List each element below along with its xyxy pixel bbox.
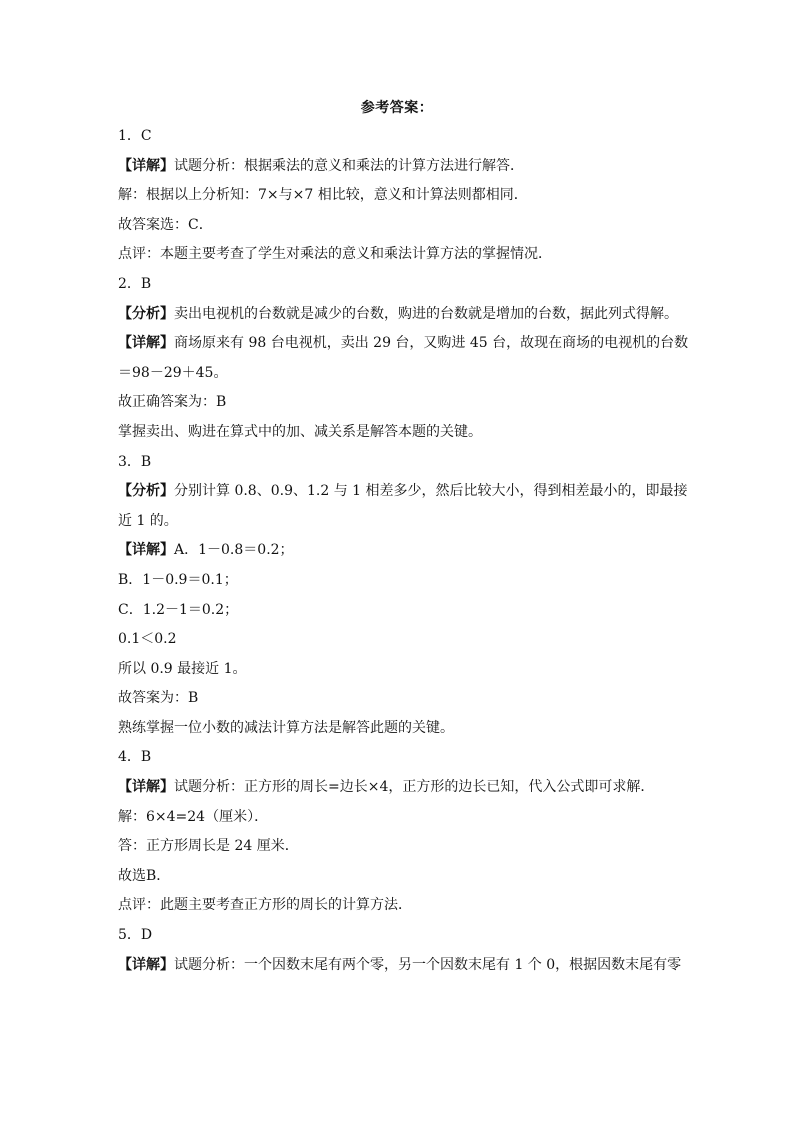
answer-line xyxy=(118,862,680,892)
line-text: 熟练掌握一位小数的减法计算方法是解答此题的关键。 xyxy=(118,719,454,736)
line-text: C．1.2－1＝0.2； xyxy=(118,601,239,618)
line-text: 分别计算 0.8、0.9、1.2 与 1 相差多少，然后比较大小，得到相差最小的，即最接 xyxy=(174,483,688,500)
answer-line xyxy=(118,832,680,862)
answer-line xyxy=(118,300,680,330)
line-text: 卖出电视机的台数就是减少的台数，购进的台数就是增加的台数，据此列式得解。 xyxy=(174,305,678,322)
answer-line xyxy=(118,625,680,655)
answer-line xyxy=(118,951,680,981)
line-text: B．1－0.9＝0.1； xyxy=(118,571,238,588)
line-text: 4．B xyxy=(118,749,152,766)
line-text: 故选B． xyxy=(118,867,171,884)
answer-line xyxy=(118,240,680,270)
answer-line xyxy=(118,329,689,359)
section-tag: 【详解】 xyxy=(118,956,174,973)
answer-line xyxy=(118,743,680,773)
line-text: 近 1 的。 xyxy=(118,512,178,529)
answer-line xyxy=(118,803,680,833)
answer-line xyxy=(118,152,680,182)
answer-line xyxy=(118,477,688,507)
line-text: 3．B xyxy=(118,453,152,470)
answer-line xyxy=(118,596,680,626)
section-tag: 【详解】 xyxy=(118,542,174,559)
line-text: 答：正方形周长是 24 厘米． xyxy=(118,838,299,855)
line-text: 试题分析：根据乘法的意义和乘法的计算方法进行解答． xyxy=(174,157,524,174)
answer-line xyxy=(118,388,680,418)
answer-line xyxy=(118,655,680,685)
line-text: 试题分析：一个因数末尾有两个零，另一个因数末尾有 1 个 0，根据因数末尾有零 xyxy=(174,956,682,973)
answer-line xyxy=(118,122,680,152)
line-text: 解：6×4=24（厘米）． xyxy=(118,808,269,825)
line-text: 故正确答案为：B xyxy=(118,394,227,411)
section-tag: 【详解】 xyxy=(118,157,174,174)
line-text: 故答案为：B xyxy=(118,690,199,707)
answer-line xyxy=(118,507,680,537)
line-text: 2．B xyxy=(118,275,152,292)
line-text: 0.1＜0.2 xyxy=(118,631,177,648)
answer-line xyxy=(118,448,680,478)
line-text: 所以 0.9 最接近 1。 xyxy=(118,660,247,677)
answer-line xyxy=(118,270,680,300)
section-tag: 【分析】 xyxy=(118,305,174,322)
answer-line xyxy=(118,714,680,744)
answer-line xyxy=(118,921,680,951)
line-text: 点评：本题主要考查了学生对乘法的意义和乘法计算方法的掌握情况． xyxy=(118,246,552,263)
answer-line xyxy=(118,418,680,448)
answer-line xyxy=(118,891,680,921)
line-text: 商场原来有 98 台电视机，卖出 29 台，又购进 45 台，故现在商场的电视机的台数 xyxy=(174,335,689,352)
answer-line xyxy=(118,359,680,389)
line-text: 5．D xyxy=(118,927,153,944)
line-text: 故答案选：C． xyxy=(118,216,213,233)
answer-line xyxy=(118,566,680,596)
answer-line xyxy=(118,181,680,211)
answer-line xyxy=(118,684,680,714)
line-text: A．1－0.8＝0.2； xyxy=(174,542,294,559)
page-title: 参考答案： xyxy=(360,100,434,116)
answer-line xyxy=(118,536,680,566)
answer-content xyxy=(118,122,689,980)
section-tag: 【详解】 xyxy=(118,779,174,796)
line-text: 掌握卖出、购进在算式中的加、减关系是解答本题的关键。 xyxy=(118,423,482,440)
section-tag: 【详解】 xyxy=(118,335,174,352)
line-text: 点评：此题主要考查正方形的周长的计算方法． xyxy=(118,897,412,914)
line-text: 解：根据以上分析知：7×与×7 相比较，意义和计算法则都相同． xyxy=(118,187,528,204)
line-text: 1．C xyxy=(118,128,152,144)
answer-line xyxy=(118,211,680,241)
line-text: 试题分析：正方形的周长=边长×4，正方形的边长已知，代入公式即可求解． xyxy=(174,779,655,796)
answer-line xyxy=(118,773,680,803)
line-text: ＝98－29＋45。 xyxy=(118,364,228,381)
section-tag: 【分析】 xyxy=(118,483,174,500)
